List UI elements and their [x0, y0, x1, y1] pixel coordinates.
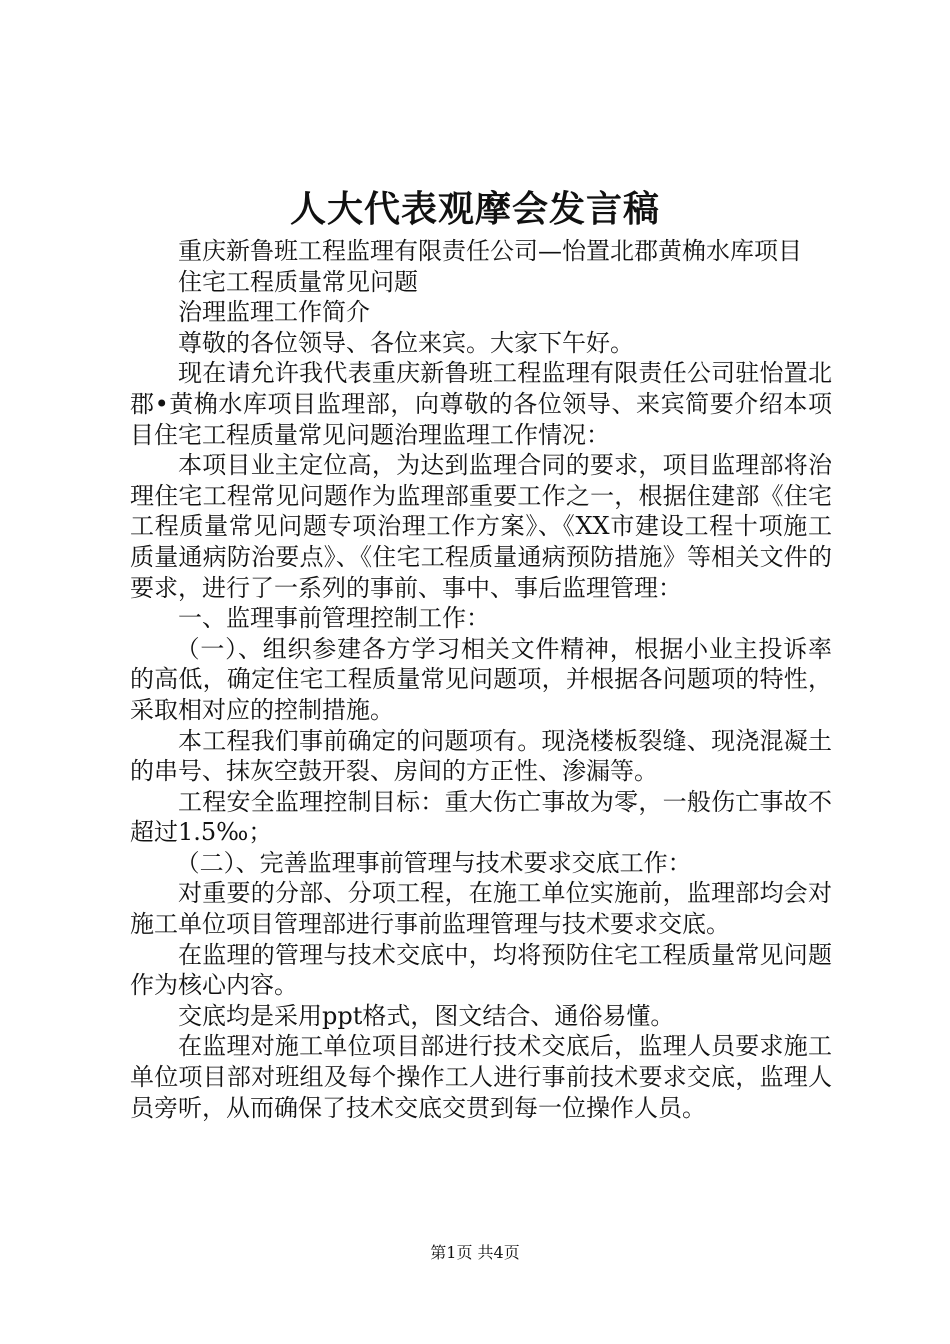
document-title: 人大代表观摩会发言稿: [289, 188, 660, 230]
paragraph-subtitle-1: 住宅工程质量常见问题: [178, 267, 418, 296]
paragraph-introduction: 现在请允许我代表重庆新鲁班工程监理有限责任公司驻怡置北郡•黄桷水库项目监理部，向尊敬的各位领导、来宾简要介绍本项目住宅工程质量常见问题治理监理工作情况：: [130, 359, 832, 449]
subsection-2: （二）、完善监理事前管理与技术要求交底工作：: [175, 848, 692, 877]
section-heading-1: 一、监理事前管理控制工作：: [178, 604, 490, 633]
paragraph-ppt-format: 交底均是采用ppt格式，图文结合、通俗易懂。: [178, 1001, 675, 1030]
subsection-1: （一）、组织参建各方学习相关文件精神，根据小业主投诉率的高低，确定住宅工程质量常见问题项，并根据各问题项的特性，采取相对应的控制措施。: [130, 634, 832, 724]
paragraph-problem-items: 本工程我们事前确定的问题项有。现浇楼板裂缝、现浇混凝土的串号、抹灰空鼓开裂、房间的方正性、渗漏等。: [130, 726, 832, 786]
document-body: [130, 236, 832, 1123]
paragraph-subtitle-2: 治理监理工作简介: [178, 298, 370, 327]
paragraph-greeting: 尊敬的各位领导、各位来宾。大家下午好。: [178, 328, 634, 357]
paragraph-background: 本项目业主定位高，为达到监理合同的要求，项目监理部将治理住宅工程常见问题作为监理部重要工作之一，根据住建部《住宅工程质量常见问题专项治理工作方案》、《XX市建设工程十项施工质量通病防治要点》、《住宅工程质量通病预防措施》等相关文件的要求，进行了一系列的事前、事中、事后监理管理：: [130, 451, 832, 602]
paragraph-worker-briefing: 在监理对施工单位项目部进行技术交底后，监理人员要求施工单位项目部对班组及每个操作工人进行事前技术要求交底，监理人员旁听，从而确保了技术交底交贯到每一位操作人员。: [130, 1032, 832, 1122]
page-footer: 第1页 共4页: [430, 1243, 520, 1262]
paragraph-briefing: 对重要的分部、分项工程，在施工单位实施前，监理部均会对施工单位项目管理部进行事前监理管理与技术要求交底。: [130, 879, 832, 939]
paragraph-core-content: 在监理的管理与技术交底中，均将预防住宅工程质量常见问题作为核心内容。: [130, 940, 832, 1000]
paragraph-safety-target: 工程安全监理控制目标：重大伤亡事故为零，一般伤亡事故不超过1.5‰；: [130, 787, 832, 847]
paragraph-company: 重庆新鲁班工程监理有限责任公司—怡置北郡黄桷水库项目: [178, 237, 802, 265]
